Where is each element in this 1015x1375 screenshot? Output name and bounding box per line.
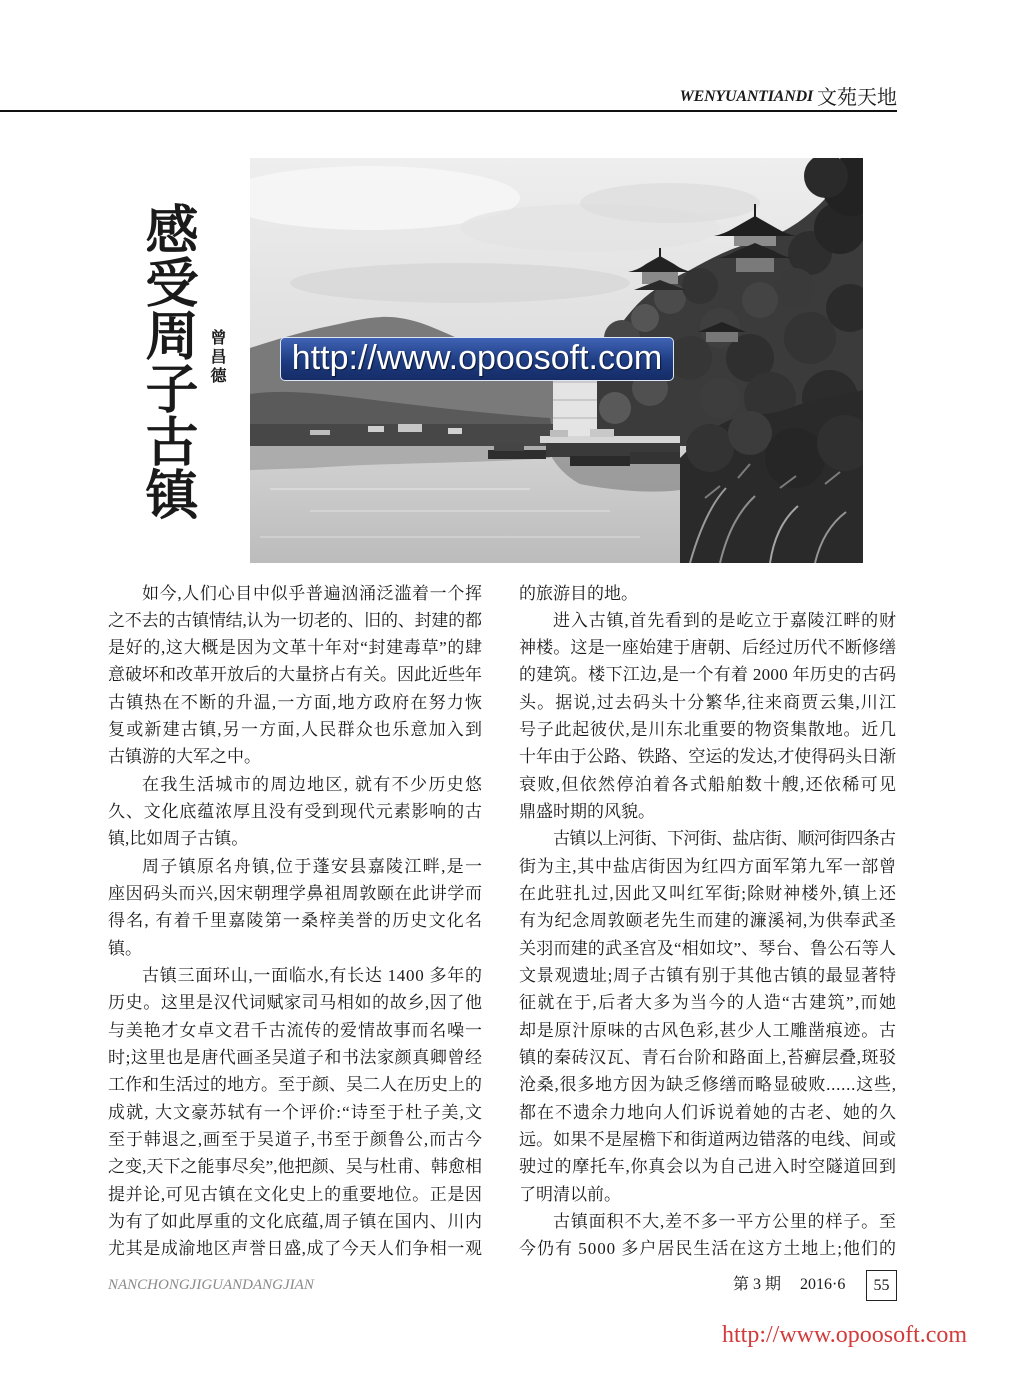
article-text-line: [108, 771, 482, 798]
article-text-line: [108, 880, 482, 907]
article-text-line: [519, 634, 896, 661]
article-text-line: [108, 716, 482, 743]
article-text: 文景观遗址;周子古镇有别于其他古镇的最显著特: [519, 966, 897, 986]
article-text: 周子镇原名舟镇,位于蓬安县嘉陵江畔,是一: [142, 856, 484, 876]
header-rule: [0, 110, 897, 112]
section-name-en: WENYUANTIANDI: [679, 88, 813, 105]
running-header: [680, 86, 897, 108]
magazine-name: NANCHONGJIGUANDANGJIAN: [108, 1277, 314, 1293]
article-text-line: [519, 1235, 896, 1262]
article-text: 衰败,但依然停泊着各式船舶数十艘,还依稀可见: [519, 774, 898, 794]
article-text-line: [519, 1071, 896, 1098]
article-text-line: [108, 798, 482, 825]
article-text-line: [519, 580, 896, 607]
article-text: 古镇三面环山,一面临水,有长达 1400 多年的: [142, 966, 483, 986]
article-text: 成就, 大文豪苏轼有一个评价:“诗至于杜子美,文: [108, 1102, 484, 1122]
article-text-line: [108, 689, 482, 716]
article-text: 神楼。这是一座始建于唐朝、后经过历代不断修缮: [519, 638, 897, 658]
article-text-line: [108, 1071, 482, 1098]
article-text: 在我生活城市的周边地区, 就有不少历史悠: [142, 774, 484, 794]
article-text: 古镇热在不断的升温,一方面,地方政府在努力恢: [108, 692, 484, 712]
article-text-line: [519, 689, 896, 716]
article-text: 头。据说,过去码头十分繁华,往来商贾云集,川江: [519, 692, 898, 712]
article-text: 久、文化底蕴浓厚且没有受到现代元素影响的古: [108, 802, 483, 822]
article-text: 座因码头而兴,因宋朝理学鼻祖周敦颐在此讲学而: [108, 884, 483, 904]
article-text-line: [519, 1126, 896, 1153]
article-text-line: [108, 1126, 482, 1153]
article-text-line: [108, 907, 482, 934]
article-text: 历史。这里是汉代词赋家司马相如的故乡,因了他: [108, 993, 483, 1013]
article-text-line: [519, 798, 896, 825]
article-text: 征就在于,后者大多为当今的人造“古建筑”,而她: [519, 993, 898, 1013]
article-text: 街为主,其中盐店街因为红四方面军第九军一部曾: [519, 856, 897, 876]
article-text-line: [108, 743, 482, 770]
article-text-line: [108, 1208, 482, 1235]
article-text-line: [108, 1044, 482, 1071]
article-text: 如今,人们心目中似乎普遍汹涌泛滥着一个挥: [142, 583, 483, 603]
article-text-line: [108, 989, 482, 1016]
article-text-line: [108, 634, 482, 661]
article-text: 是好的,这大概是因为文革十年对“封建毒草”的肆: [108, 638, 483, 658]
article-text: 的旅游目的地。: [519, 583, 638, 603]
article-text-line: [519, 962, 896, 989]
article-text: 镇的秦砖汉瓦、青石台阶和路面上,苔癣层叠,斑驳: [519, 1048, 897, 1068]
article-text: 工作和生活过的地方。至于颜、吴二人在历史上的: [108, 1075, 482, 1095]
article-text: 却是原汁原味的古风色彩,甚少人工雕凿痕迹。古: [519, 1020, 897, 1040]
article-text: 今仍有 5000 多户居民生活在这方土地上;他们的: [519, 1239, 897, 1259]
right-column: [519, 580, 896, 1263]
article-text-line: [108, 853, 482, 880]
article-text-line: [519, 853, 896, 880]
article-text-line: [519, 880, 896, 907]
article-text-line: [519, 716, 896, 743]
article-text: 了明清以前。: [519, 1184, 621, 1204]
issue-number: 第 3 期: [733, 1276, 782, 1293]
article-text: 十年由于公路、铁路、空运的发达,才使得码头日渐: [519, 747, 896, 767]
article-text-line: [519, 907, 896, 934]
photo-watermark-overlay: http://www.opoosoft.com: [280, 337, 674, 381]
article-text: 远。如果不是屋檐下和街道两边错落的电线、间或: [519, 1130, 897, 1150]
article-text-line: [519, 825, 896, 852]
article-text: 沧桑,很多地方因为缺乏修缮而略显破败......这些,: [519, 1075, 897, 1095]
article-text-line: [519, 1181, 896, 1208]
article-text: 号子此起彼伏,是川东北重要的物资集散地。近几: [519, 720, 897, 740]
article-text: 都在不遗余力地向人们诉说着她的古老、她的久: [519, 1102, 897, 1122]
article-text: 古镇面积不大,差不多一平方公里的样子。至: [553, 1212, 897, 1232]
article-text: 为有了如此厚重的文化底蕴,周子镇在国内、川内: [108, 1212, 483, 1232]
article-text: 镇,比如周子古镇。: [108, 829, 249, 849]
article-text: 古镇游的大军之中。: [108, 747, 261, 767]
article-text: 关羽而建的武圣宫及“相如坟”、琴台、鲁公石等人: [519, 938, 897, 958]
article-text-line: [108, 962, 482, 989]
article-text-line: [108, 825, 482, 852]
article-text: 得名, 有着千里嘉陵第一桑梓美誉的历史文化名: [108, 911, 484, 931]
article-text-line: [519, 771, 896, 798]
article-text-line: [519, 989, 896, 1016]
issue-date: 2016·6: [800, 1276, 846, 1293]
article-text: 提并论,可见古镇在文化史上的重要地位。正是因: [108, 1184, 483, 1204]
article-text: 时;这里也是唐代画圣吴道子和书法家颜真卿曾经: [108, 1048, 483, 1068]
article-text: 鼎盛时期的风貌。: [519, 802, 655, 822]
article-text-line: [108, 1235, 482, 1262]
article-text: 之变,天下之能事尽矣”,他把颜、吴与杜甫、韩愈相: [108, 1157, 483, 1177]
article-text-line: [108, 580, 482, 607]
article-text-line: [108, 661, 482, 688]
article-text-line: [108, 1099, 482, 1126]
article-text: 与美艳才女卓文君千古流传的爱情故事而名噪一: [108, 1020, 483, 1040]
article-text-line: [519, 1208, 896, 1235]
article-text-line: [519, 743, 896, 770]
article-title: 感受周子古镇: [137, 202, 198, 520]
article-text-line: [519, 607, 896, 634]
article-text: 在此驻扎过,因此又叫红军街;除财神楼外,镇上还: [519, 884, 898, 904]
article-text-line: [519, 661, 896, 688]
article-text: 有为纪念周敦颐老先生而建的濂溪祠,为供奉武圣: [519, 911, 897, 931]
site-watermark: http://www.opoosoft.com: [722, 1322, 968, 1348]
article-text: 进入古镇,首先看到的是屹立于嘉陵江畔的财: [553, 610, 897, 630]
article-text: 之不去的古镇情结,认为一切老的、旧的、封建的都: [108, 610, 482, 630]
section-name-cn: 文苑天地: [817, 85, 897, 109]
article-text-line: [108, 607, 482, 634]
article-text: 尤其是成渝地区声誉日盛,成了今天人们争相一观: [108, 1239, 483, 1259]
article-text-line: [519, 1153, 896, 1180]
article-text-line: [519, 1099, 896, 1126]
article-text: 的建筑。楼下江边,是一个有着 2000 年历史的古码: [519, 665, 897, 685]
article-text-line: [519, 1044, 896, 1071]
article-text: 驶过的摩托车,你真会以为自己进入时空隧道回到: [519, 1157, 897, 1177]
article-text-line: [108, 1017, 482, 1044]
article-text: 意破坏和改革开放后的大量挤占有关。因此近些年: [108, 665, 482, 685]
article-text-line: [108, 935, 482, 962]
article-text-line: [108, 1181, 482, 1208]
article-text-line: [519, 1017, 896, 1044]
article-text: 复或新建古镇,另一方面,人民群众也乐意加入到: [108, 720, 484, 740]
article-author: 曾昌德: [208, 329, 227, 386]
left-column: [108, 580, 482, 1263]
page-number: 55: [866, 1270, 897, 1301]
article-text: 至于韩退之,画至于吴道子,书至于颜鲁公,而古今: [108, 1130, 483, 1150]
article-text-line: [108, 1153, 482, 1180]
article-text-line: [519, 935, 896, 962]
article-text: 镇。: [108, 938, 142, 958]
article-text: 古镇以上河街、下河街、盐店街、顺河街四条古: [553, 829, 896, 849]
